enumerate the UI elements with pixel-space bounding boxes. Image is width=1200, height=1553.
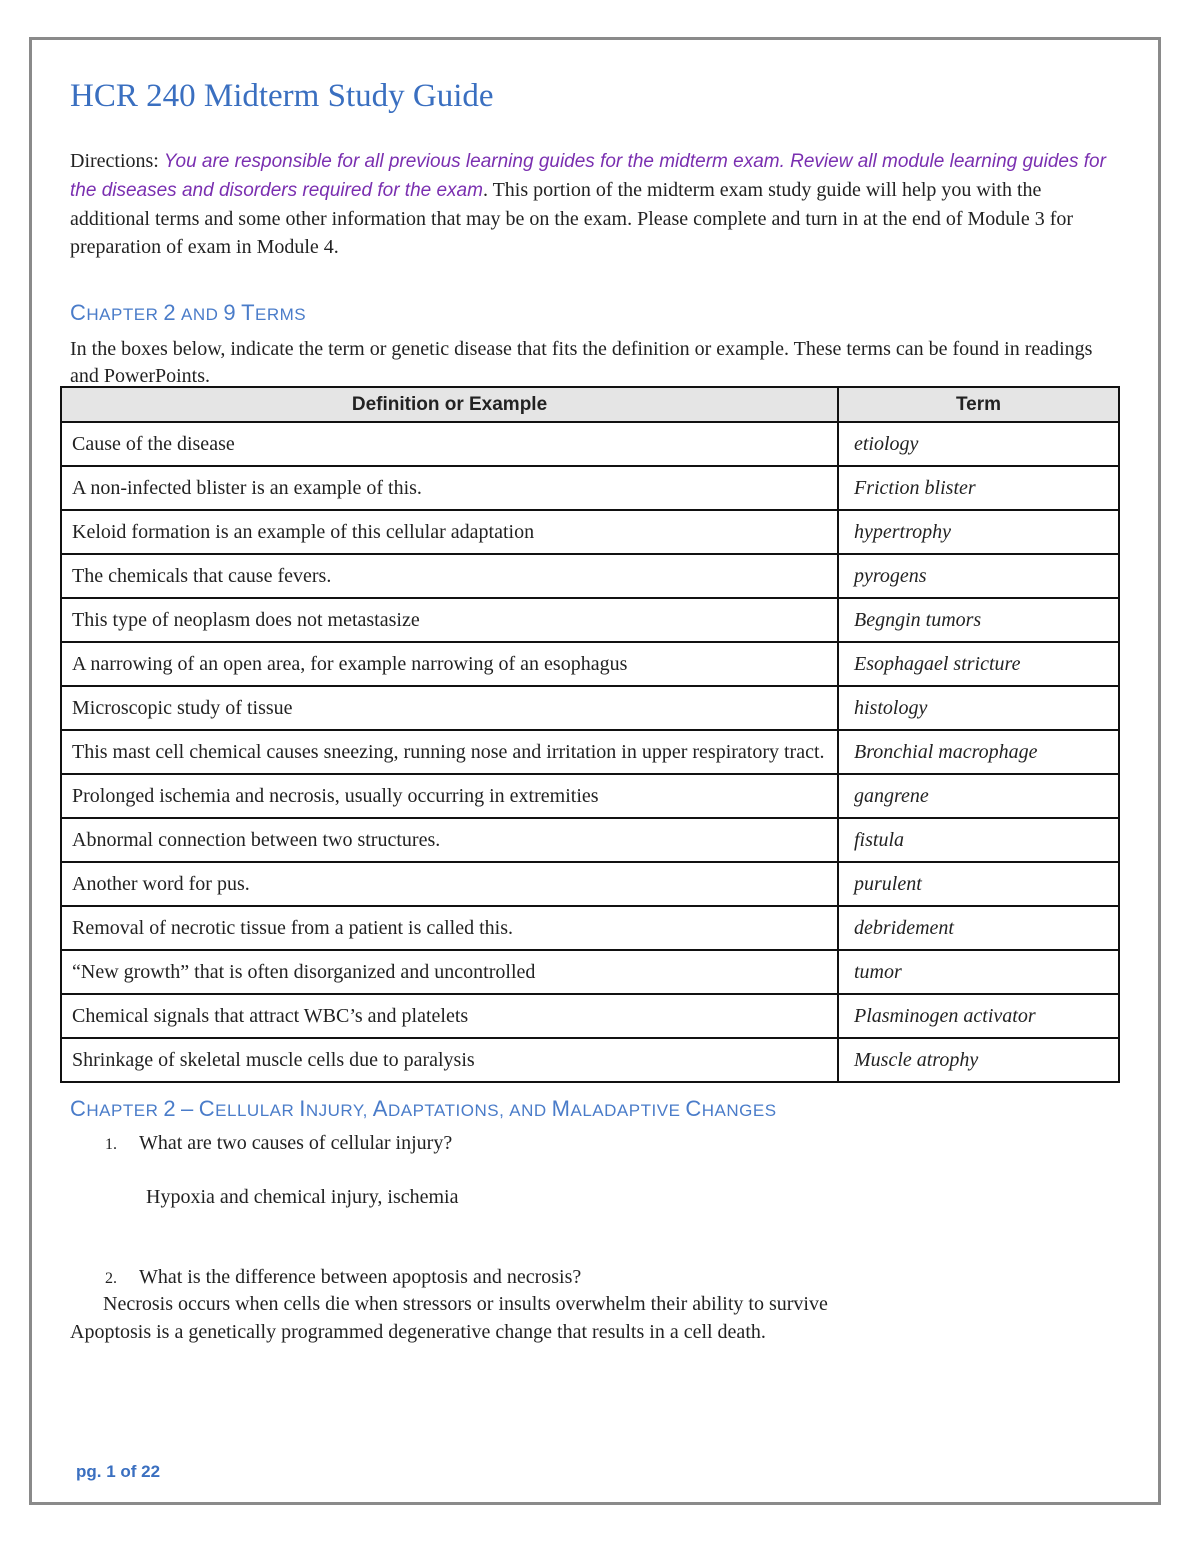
definition-cell: “New growth” that is often disorganized and uncontrolled — [61, 950, 838, 994]
table-row — [61, 994, 1119, 1038]
table-row — [61, 422, 1119, 466]
term-cell[interactable]: gangrene — [838, 774, 1119, 818]
table-row — [61, 554, 1119, 598]
table-row — [61, 774, 1119, 818]
table-row — [61, 686, 1119, 730]
definition-cell: Abnormal connection between two structures. — [61, 818, 838, 862]
table-row — [61, 818, 1119, 862]
question-2-number: 2. — [105, 1270, 117, 1287]
question-1 — [105, 1132, 452, 1155]
table-row — [61, 642, 1119, 686]
table-row — [61, 950, 1119, 994]
term-cell[interactable]: Begngin tumors — [838, 598, 1119, 642]
directions-period: . — [482, 179, 488, 201]
question-2-text: What is the difference between apoptosis and necrosis? — [139, 1266, 582, 1288]
term-cell[interactable]: hypertrophy — [838, 510, 1119, 554]
term-cell[interactable]: pyrogens — [838, 554, 1119, 598]
definition-cell: Cause of the disease — [61, 422, 838, 466]
term-cell[interactable]: tumor — [838, 950, 1119, 994]
term-cell[interactable]: etiology — [838, 422, 1119, 466]
question-1-number: 1. — [105, 1136, 117, 1153]
directions-emphasis: You are responsible for all previous learning guides for the midterm exam. Review all module learning guides for the diseases and disorders required for the exam — [70, 151, 1106, 201]
definition-cell: Another word for pus. — [61, 862, 838, 906]
directions-rest: This portion of the midterm exam study guide will help you with the additional terms and some other information that may be on the exam. Please complete and turn in at the end of Module 3 for preparation of exam in Module 4. — [70, 179, 1074, 258]
term-cell[interactable]: Bronchial macrophage — [838, 730, 1119, 774]
table-row — [61, 1038, 1119, 1082]
answer-2-line-1[interactable]: Necrosis occurs when cells die when stressors or insults overwhelm their ability to survive — [103, 1293, 828, 1315]
definition-cell: The chemicals that cause fevers. — [61, 554, 838, 598]
section-heading-terms: CHAPTER 2 AND 9 TERMS — [70, 300, 307, 325]
table-row — [61, 730, 1119, 774]
page-title: HCR 240 Midterm Study Guide — [70, 78, 494, 114]
answer-2-line-2[interactable]: Apoptosis is a genetically programmed degenerative change that results in a cell death. — [70, 1321, 766, 1343]
term-cell[interactable]: Esophagael stricture — [838, 642, 1119, 686]
table-row — [61, 598, 1119, 642]
definition-cell: Microscopic study of tissue — [61, 686, 838, 730]
page-number: pg. 1 of 22 — [76, 1462, 161, 1481]
term-cell[interactable]: debridement — [838, 906, 1119, 950]
directions-paragraph — [70, 147, 1120, 261]
terms-table — [60, 386, 1120, 1083]
question-1-text: What are two causes of cellular injury? — [139, 1132, 453, 1154]
definition-cell: This mast cell chemical causes sneezing, running nose and irritation in upper respiratory tract. — [61, 730, 838, 774]
term-cell[interactable]: histology — [838, 686, 1119, 730]
table-row — [61, 906, 1119, 950]
definition-cell: This type of neoplasm does not metastasize — [61, 598, 838, 642]
definition-cell: Prolonged ischemia and necrosis, usually occurring in extremities — [61, 774, 838, 818]
term-cell[interactable]: purulent — [838, 862, 1119, 906]
definition-cell: Removal of necrotic tissue from a patient is called this. — [61, 906, 838, 950]
term-cell[interactable]: Friction blister — [838, 466, 1119, 510]
directions-label: Directions: — [70, 150, 159, 172]
definition-cell: Keloid formation is an example of this cellular adaptation — [61, 510, 838, 554]
terms-intro: In the boxes below, indicate the term or genetic disease that fits the definition or example. These terms can be found in readings and PowerPoints. — [70, 338, 1093, 387]
table-row — [61, 466, 1119, 510]
term-cell[interactable]: fistula — [838, 818, 1119, 862]
term-cell[interactable]: Muscle atrophy — [838, 1038, 1119, 1082]
column-header-term: Term — [838, 387, 1119, 422]
answer-1[interactable]: Hypoxia and chemical injury, ischemia — [146, 1186, 459, 1208]
definition-cell: A narrowing of an open area, for example narrowing of an esophagus — [61, 642, 838, 686]
term-cell[interactable]: Plasminogen activator — [838, 994, 1119, 1038]
definition-cell: A non-infected blister is an example of this. — [61, 466, 838, 510]
section-heading-cellular-injury-text: CHAPTER 2 – CELLULAR INJURY, ADAPTATIONS, AND MALADAPTIVE CHANGES — [70, 1096, 777, 1121]
section-heading-cellular-injury — [70, 1096, 777, 1122]
table-header-row — [61, 387, 1119, 422]
definition-cell: Shrinkage of skeletal muscle cells due to paralysis — [61, 1038, 838, 1082]
table-row — [61, 862, 1119, 906]
table-row — [61, 510, 1119, 554]
question-2 — [105, 1266, 581, 1289]
column-header-definition: Definition or Example — [61, 387, 838, 422]
definition-cell: Chemical signals that attract WBC’s and platelets — [61, 994, 838, 1038]
